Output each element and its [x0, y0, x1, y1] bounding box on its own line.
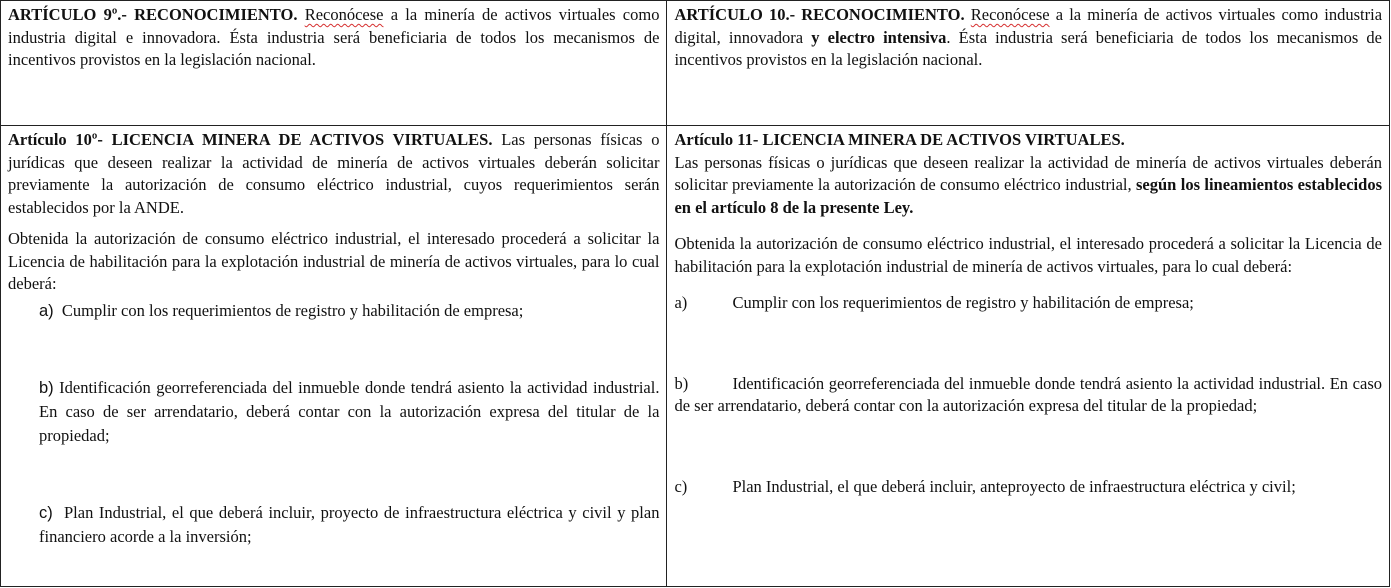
table-row: [1, 1, 1390, 126]
spellcheck-word[interactable]: Reconócese: [304, 5, 384, 24]
license-heading: Artículo 10º- LICENCIA MINERA DE ACTIVOS VIRTUALES.: [8, 130, 493, 149]
article-10-text-a: a la minería de activos virtuales como industria digital, innovadora: [674, 5, 1383, 47]
article-9-heading: ARTÍCULO 9º.- RECONOCIMIENTO.: [8, 5, 298, 24]
item-marker: c): [674, 476, 688, 496]
license-intro-paragraph: [8, 129, 659, 219]
spellcheck-word[interactable]: Reconócese: [970, 5, 1050, 24]
article-11-intro: Las personas físicas o jurídicas que deseen realizar la actividad de minería de activos virtuales deberán solicitar previamente la autorización de consumo eléctrico industrial,: [674, 152, 1382, 194]
article-10-text-b: . Ésta industria será beneficiaria de todos los mecanismos de incentivos provistos en la legislación nacional.: [674, 27, 1382, 69]
list-item: [674, 292, 1382, 315]
license-second-paragraph: Obtenida la autorización de consumo eléctrico industrial, el interesado procederá a solicitar la Licencia de habilitación para la explotación industrial de minería de activos virtuales, para lo cual deberá:: [8, 229, 660, 293]
item-text: Plan Industrial, el que deberá incluir, anteproyecto de infraestructura eléctrica y civil;: [732, 476, 1296, 496]
article-11-intro-bold: según los lineamientos establecidos en el artículo 8 de la presente Ley.: [674, 175, 1382, 217]
article-11-heading: Artículo 11- LICENCIA MINERA DE ACTIVOS VIRTUALES.: [674, 130, 1125, 149]
article-9-paragraph: [8, 4, 659, 72]
list-item: [8, 299, 659, 323]
list-item: [8, 376, 659, 448]
article-11-second-paragraph: Obtenida la autorización de consumo eléctrico industrial, el interesado procederá a solicitar la Licencia de habilitación para la explotación industrial de minería de activos virtuales, para lo cual deberá:: [674, 234, 1382, 276]
item-marker: c): [39, 503, 53, 522]
article-10-paragraph: [674, 4, 1382, 72]
cell-article-9: [1, 1, 667, 126]
cell-article-11: [667, 126, 1390, 587]
article-10-heading: ARTÍCULO 10.- RECONOCIMIENTO.: [674, 5, 965, 24]
license-intro-text: Las personas físicas o jurídicas que deseen realizar la actividad de minería de activos virtuales deberán solicitar previamente la autorización de consumo eléctrico industrial, cuyos requerimientos serán establecidos por la ANDE.: [8, 130, 660, 217]
item-marker: a): [39, 301, 54, 320]
table-row: [1, 126, 1390, 587]
article-10-bold: y electro intensiva: [811, 27, 947, 47]
article-11-intro-paragraph: [674, 152, 1382, 220]
list-item: [674, 373, 1382, 418]
cell-article-10: [667, 1, 1390, 126]
item-marker: a): [674, 293, 688, 312]
item-text: Plan Industrial, el que deberá incluir, proyecto de infraestructura eléctrica y civil y plan financiero acorde a la inversión;: [39, 502, 660, 546]
item-marker: b): [39, 378, 54, 397]
item-text: Cumplir con los requerimientos de registro y habilitación de empresa;: [732, 293, 1194, 312]
article-9-text: a la minería de activos virtuales como industria digital e innovadora. Ésta industria será beneficiaria de todos los mecanismos de incentivos provistos en la legislación nacional.: [8, 5, 660, 69]
item-text: Identificación georreferenciada del inmueble donde tendrá asiento la actividad industrial. En caso de ser arrendatario, deberá contar con la autorización expresa del titular de la propiedad;: [674, 373, 1382, 415]
item-text: Cumplir con los requerimientos de registro y habilitación de empresa;: [61, 300, 524, 320]
list-item: [8, 501, 659, 549]
cell-article-10-license: [1, 126, 667, 587]
article-11-heading-line: [674, 129, 1382, 152]
list-item: [674, 476, 1382, 499]
item-text: Identificación georreferenciada del inmueble donde tendrá asiento la actividad industrial. En caso de ser arrendatario, deberá contar con la autorización expresa del titular de la propiedad;: [39, 377, 660, 445]
item-marker: b): [674, 373, 689, 393]
